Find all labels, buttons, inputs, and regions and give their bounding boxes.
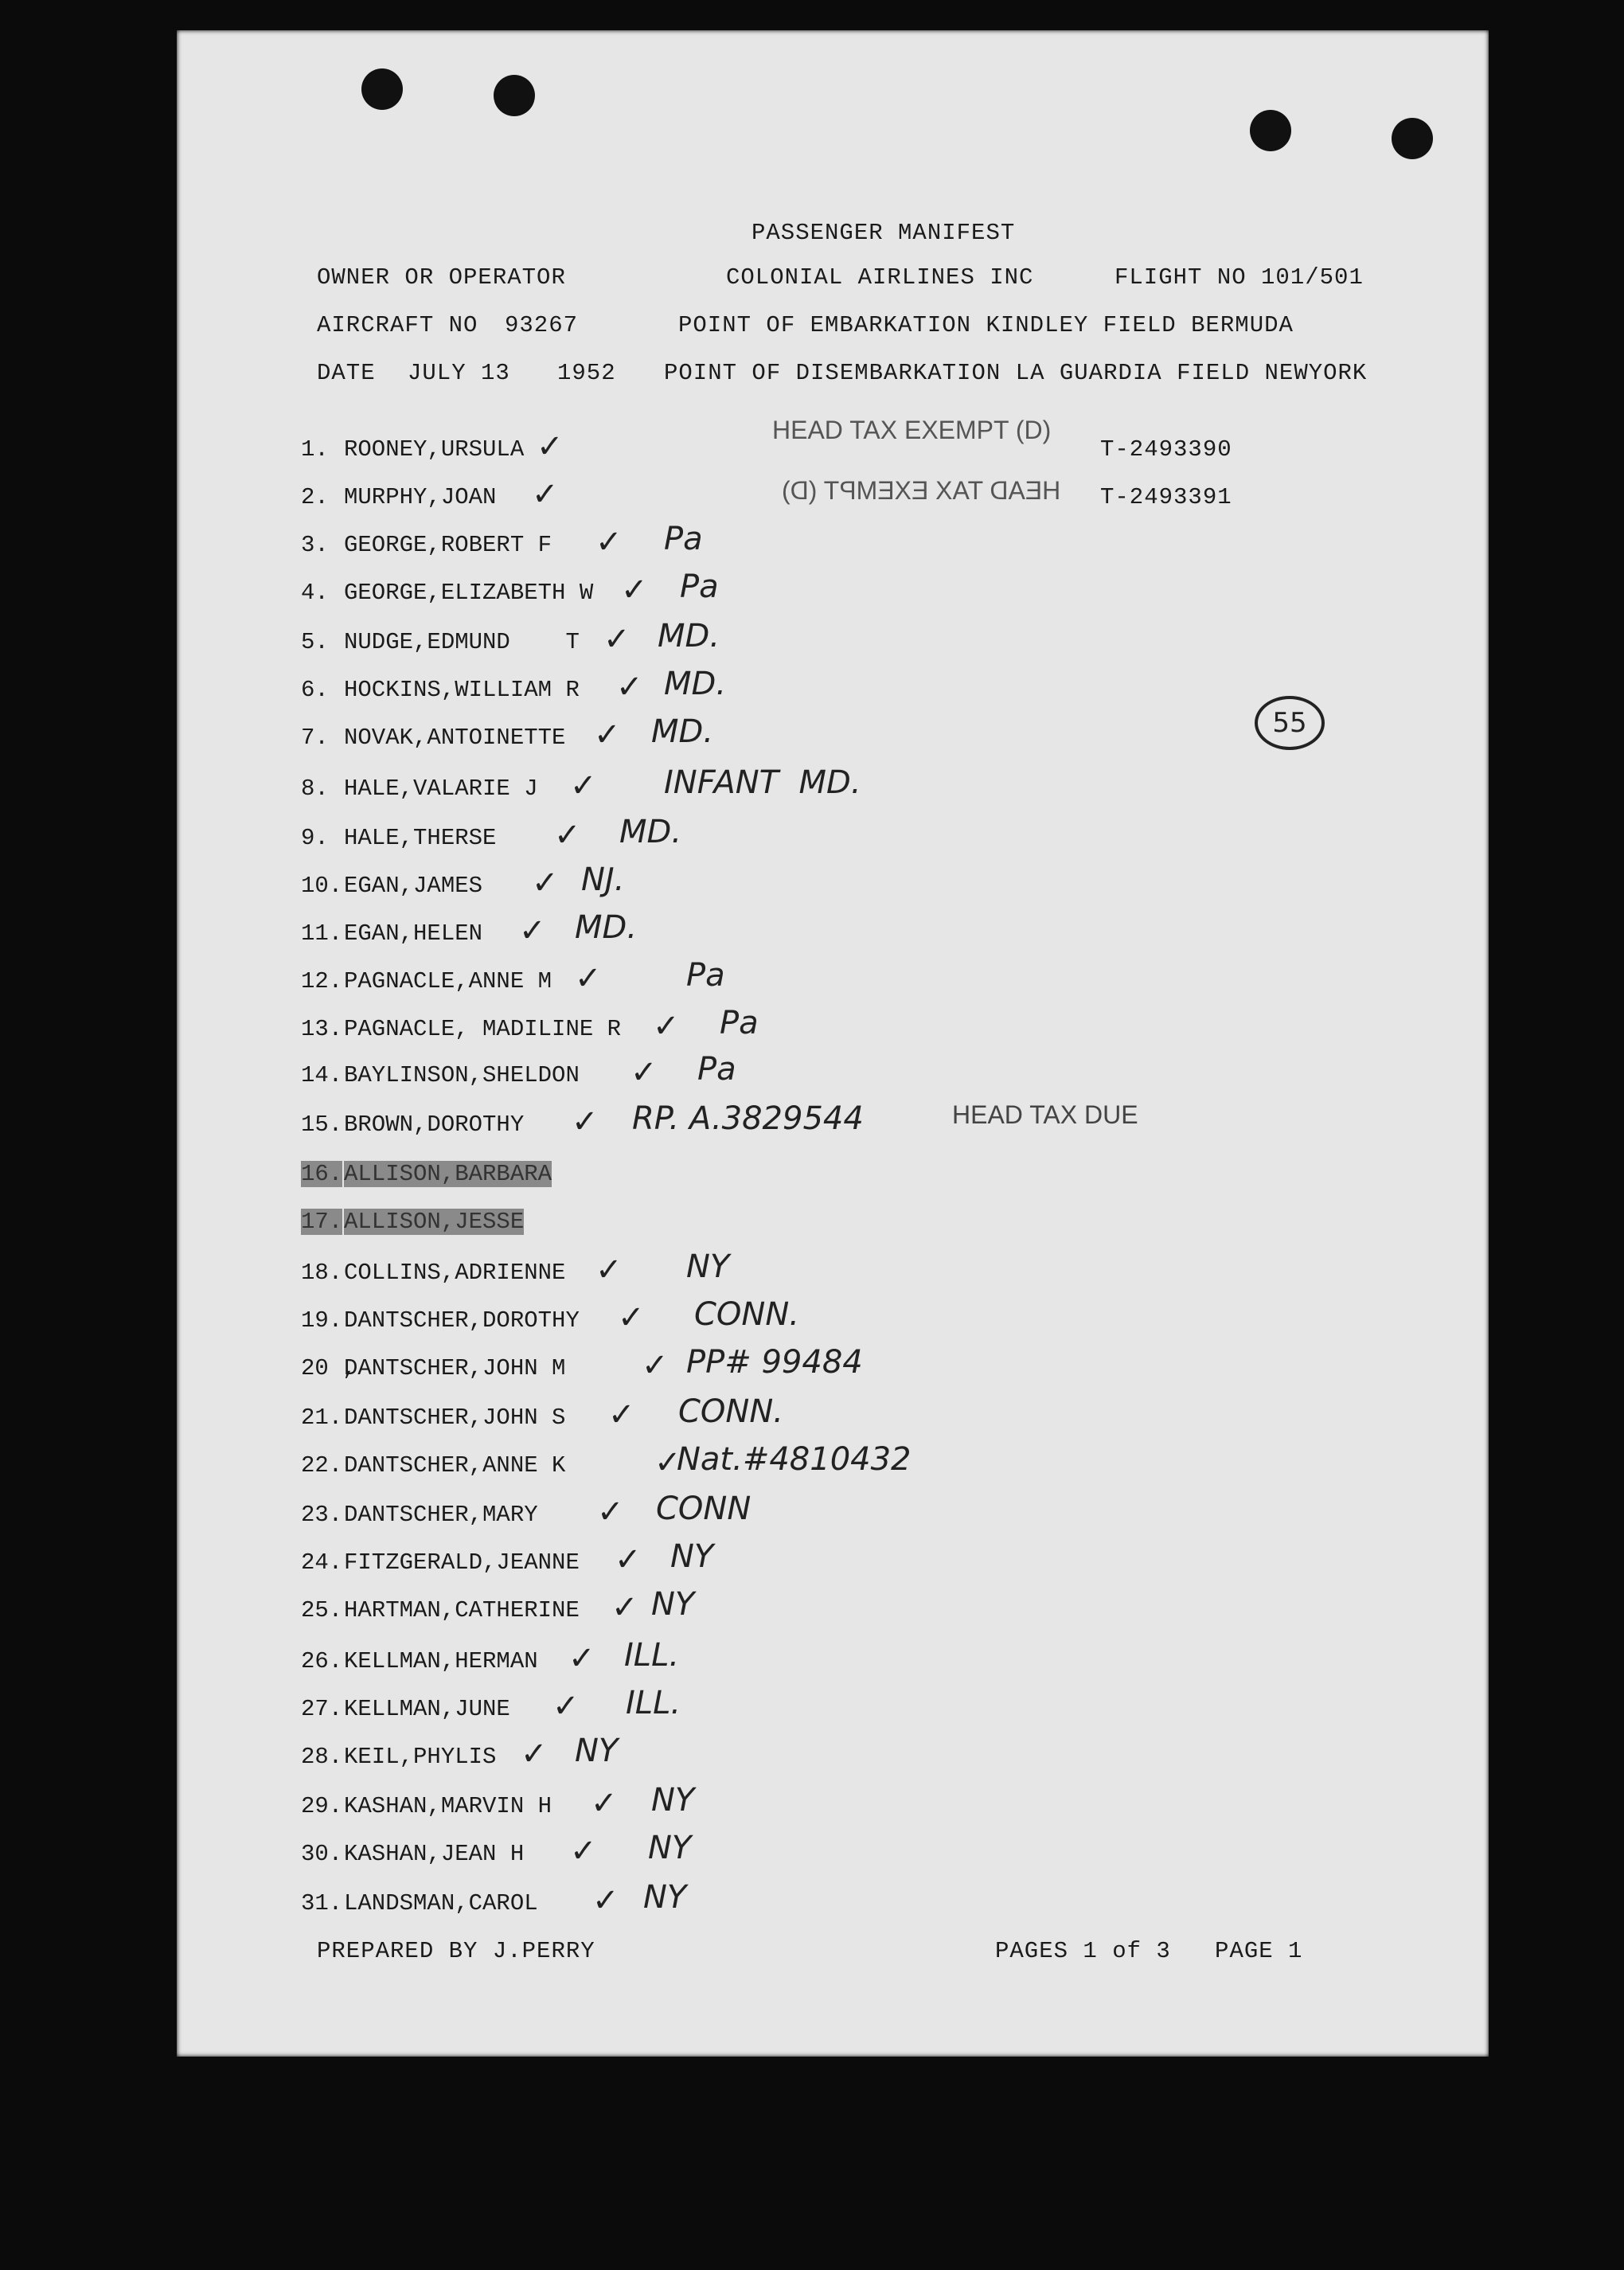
passenger-row (177, 1248, 1489, 1299)
row-number: 31. (301, 1890, 343, 1916)
passenger-row (177, 1393, 1489, 1444)
passenger-row (177, 814, 1489, 865)
checkmark-icon: ✓ (552, 1688, 580, 1725)
passenger-name: GEORGE,ROBERT F (344, 532, 552, 558)
checkmark-icon: ✓ (616, 669, 643, 705)
checkmark-icon: ✓ (615, 1541, 642, 1578)
head-tax-due-stamp: HEAD TAX DUE (952, 1100, 1138, 1129)
punch-hole (494, 75, 535, 116)
row-number: 18. (301, 1260, 343, 1286)
checkmark-icon: ✓ (570, 1833, 597, 1870)
passenger-row (177, 1637, 1489, 1688)
passenger-row (177, 1538, 1489, 1589)
passenger-note: NY (651, 1586, 695, 1623)
ticket-number: T-2493390 (1100, 436, 1232, 463)
passenger-name: COLLINS,ADRIENNE (344, 1260, 566, 1286)
row-number: 21. (301, 1405, 343, 1431)
passenger-note: MD. (651, 713, 714, 750)
passenger-name: PAGNACLE,ANNE M (344, 968, 552, 994)
passenger-note: PP# 99484 (686, 1344, 863, 1381)
passenger-note: CONN. (694, 1296, 799, 1333)
checkmark-icon: ✓ (595, 1252, 623, 1288)
checkmark-icon: ✓ (575, 960, 602, 997)
passenger-row (177, 1161, 1489, 1201)
passenger-note: MD. (658, 618, 720, 654)
row-number: 11. (301, 920, 343, 947)
manifest-page (177, 30, 1489, 2057)
passenger-note: Pa (664, 521, 703, 557)
row-number: 4. (301, 580, 329, 606)
checkmark-icon: ✓ (621, 572, 648, 608)
passenger-name: HALE,THERSE (344, 825, 497, 851)
passenger-row (177, 1441, 1489, 1492)
passenger-row (177, 957, 1489, 1008)
punch-hole (361, 68, 403, 110)
passenger-row (177, 1733, 1489, 1784)
page-number-circle: 55 (1255, 696, 1325, 750)
row-number: 9. (301, 825, 329, 851)
head-tax-exempt-stamp: HEAD TAX EXEMPT (D) (772, 416, 1052, 444)
passenger-name: KELLMAN,HERMAN (344, 1648, 538, 1674)
passenger-note: NY (651, 1782, 695, 1819)
passenger-row (177, 476, 1489, 524)
passenger-row (177, 1879, 1489, 1930)
passenger-note: NY (686, 1248, 730, 1285)
date-value: JULY 13 (408, 360, 510, 386)
mirrored-stamp-text: HEAD TAX EXEMPT (D) (782, 476, 1061, 505)
passenger-name: ALLISON,JESSE (344, 1209, 525, 1235)
checkmark-icon: ✓ (592, 1882, 619, 1919)
passenger-name: HOCKINS,WILLIAM R (344, 677, 580, 703)
date-label: DATE (317, 360, 376, 386)
passenger-note: Pa (720, 1005, 759, 1041)
punch-hole (1250, 110, 1291, 151)
checkmark-icon: ✓ (519, 912, 546, 949)
passenger-name: EGAN,HELEN (344, 920, 483, 947)
passenger-note: Pa (697, 1051, 736, 1088)
row-number: 29. (301, 1793, 343, 1819)
passenger-name: NOVAK,ANTOINETTE (344, 725, 566, 751)
checkmark-icon: ✓ (532, 476, 559, 513)
passenger-row (177, 909, 1489, 960)
checkmark-icon: ✓ (618, 1299, 645, 1336)
row-number: 15. (301, 1112, 343, 1138)
passenger-name: DANTSCHER,JOHN M (344, 1355, 566, 1381)
passenger-row (177, 1830, 1489, 1881)
row-number: 7. (301, 725, 329, 751)
row-number: 22. (301, 1452, 343, 1479)
checkmark-icon: ✓ (597, 1494, 624, 1530)
passenger-name: ALLISON,BARBARA (344, 1161, 552, 1187)
row-number: 14. (301, 1062, 343, 1088)
embarkation: POINT OF EMBARKATION KINDLEY FIELD BERMUDA (678, 312, 1294, 338)
passenger-note: INFANT MD. (664, 764, 861, 801)
passenger-name: EGAN,JAMES (344, 873, 483, 899)
passenger-note: ILL. (626, 1685, 681, 1721)
checkmark-icon: ✓ (568, 1640, 595, 1677)
passenger-note: CONN. (678, 1393, 783, 1430)
checkmark-icon: ✓ (594, 717, 621, 753)
passenger-name: KASHAN,MARVIN H (344, 1793, 552, 1819)
passenger-row (177, 1685, 1489, 1736)
row-number: 25. (301, 1597, 343, 1623)
passenger-name: BROWN,DOROTHY (344, 1112, 525, 1138)
passenger-name: DANTSCHER,DOROTHY (344, 1307, 580, 1334)
checkmark-icon: ✓ (595, 524, 623, 561)
passenger-name: KELLMAN,JUNE (344, 1696, 510, 1722)
passenger-row (177, 764, 1489, 815)
year-value: 1952 (557, 360, 616, 386)
passenger-row (177, 1005, 1489, 1056)
row-number: 30. (301, 1841, 343, 1867)
passenger-name: DANTSCHER,JOHN S (344, 1405, 566, 1431)
passenger-note: Pa (686, 957, 725, 994)
row-number: 6. (301, 677, 329, 703)
passenger-note: ILL. (624, 1637, 680, 1674)
passenger-row (177, 1296, 1489, 1347)
passenger-name: ROONEY,URSULA (344, 436, 525, 463)
passenger-name: NUDGE,EDMUND T (344, 629, 580, 655)
passenger-row (177, 1344, 1489, 1395)
checkmark-icon: ✓ (570, 768, 597, 804)
aircraft-value: 93267 (505, 312, 579, 338)
checkmark-icon: ✓ (608, 1397, 635, 1433)
row-number: 28. (301, 1744, 343, 1770)
passenger-name: DANTSCHER,ANNE K (344, 1452, 566, 1479)
passenger-name: BAYLINSON,SHELDON (344, 1062, 580, 1088)
checkmark-icon: ✓ (537, 428, 564, 465)
prepared-by: PREPARED BY J.PERRY (317, 1938, 595, 1964)
row-number: 24. (301, 1549, 343, 1576)
passenger-name: PAGNACLE, MADILINE R (344, 1016, 622, 1042)
passenger-note: NJ. (581, 862, 625, 898)
row-number: 23. (301, 1502, 343, 1528)
row-number: 13. (301, 1016, 343, 1042)
ticket-number: T-2493391 (1100, 484, 1232, 510)
passenger-row (177, 568, 1489, 619)
passenger-name: MURPHY,JOAN (344, 484, 497, 510)
row-number: 1. (301, 436, 329, 463)
checkmark-icon: ✓ (653, 1008, 680, 1045)
punch-hole (1392, 118, 1433, 159)
checkmark-icon: ✓ (554, 817, 581, 854)
checkmark-icon: ✓ (591, 1785, 618, 1822)
row-number: 17. (301, 1209, 343, 1235)
row-number: 20 , (301, 1355, 357, 1381)
passenger-row (177, 1209, 1489, 1248)
passenger-name: KASHAN,JEAN H (344, 1841, 525, 1867)
passenger-row (177, 1782, 1489, 1833)
passenger-note: NY (670, 1538, 714, 1575)
row-number: 19. (301, 1307, 343, 1334)
passenger-row (177, 1100, 1489, 1151)
checkmark-icon: ✓ (654, 1444, 681, 1481)
owner-value: COLONIAL AIRLINES INC (726, 264, 1034, 291)
row-number: 8. (301, 776, 329, 802)
passenger-row (177, 521, 1489, 572)
passenger-note: NY (575, 1733, 619, 1769)
row-number: 3. (301, 532, 329, 558)
passenger-note: MD. (664, 666, 727, 702)
flight-number: FLIGHT NO 101/501 (1115, 264, 1364, 291)
row-number: 12. (301, 968, 343, 994)
passenger-note: RP. A.3829544 (632, 1100, 864, 1137)
passenger-row (177, 1491, 1489, 1541)
checkmark-icon: ✓ (642, 1347, 669, 1384)
checkmark-icon: ✓ (603, 621, 630, 658)
row-number: 10. (301, 873, 343, 899)
passenger-name: KEIL,PHYLIS (344, 1744, 497, 1770)
row-number: 26. (301, 1648, 343, 1674)
passenger-name: HALE,VALARIE J (344, 776, 538, 802)
checkmark-icon: ✓ (630, 1054, 658, 1091)
passenger-row (177, 1586, 1489, 1637)
row-number: 16. (301, 1161, 343, 1187)
passenger-name: DANTSCHER,MARY (344, 1502, 538, 1528)
passenger-name: FITZGERALD,JEANNE (344, 1549, 580, 1576)
passenger-row (177, 862, 1489, 912)
disembarkation: POINT OF DISEMBARKATION LA GUARDIA FIELD NEWYORK (664, 360, 1368, 386)
checkmark-icon: ✓ (572, 1104, 599, 1140)
row-number: 5. (301, 629, 329, 655)
row-number: 27. (301, 1696, 343, 1722)
manifest-title: PASSENGER MANIFEST (751, 220, 1016, 246)
owner-label: OWNER OR OPERATOR (317, 264, 566, 291)
passenger-note: Nat.#4810432 (677, 1441, 912, 1478)
checkmark-icon: ✓ (532, 865, 559, 901)
checkmark-icon: ✓ (611, 1589, 638, 1626)
passenger-note: NY (643, 1879, 687, 1916)
passenger-name: GEORGE,ELIZABETH W (344, 580, 594, 606)
passenger-row (177, 618, 1489, 669)
passenger-name: LANDSMAN,CAROL (344, 1890, 538, 1916)
row-number: 2. (301, 484, 329, 510)
passenger-name: HARTMAN,CATHERINE (344, 1597, 580, 1623)
checkmark-icon: ✓ (521, 1736, 548, 1772)
aircraft-label: AIRCRAFT NO (317, 312, 478, 338)
passenger-note: MD. (575, 909, 638, 946)
passenger-row (177, 1051, 1489, 1102)
passenger-note: MD. (619, 814, 682, 850)
passenger-note: NY (648, 1830, 692, 1866)
passenger-note: Pa (680, 568, 719, 605)
passenger-row (177, 666, 1489, 717)
passenger-note: CONN (656, 1491, 751, 1527)
page-count: PAGES 1 of 3 PAGE 1 (995, 1938, 1303, 1964)
